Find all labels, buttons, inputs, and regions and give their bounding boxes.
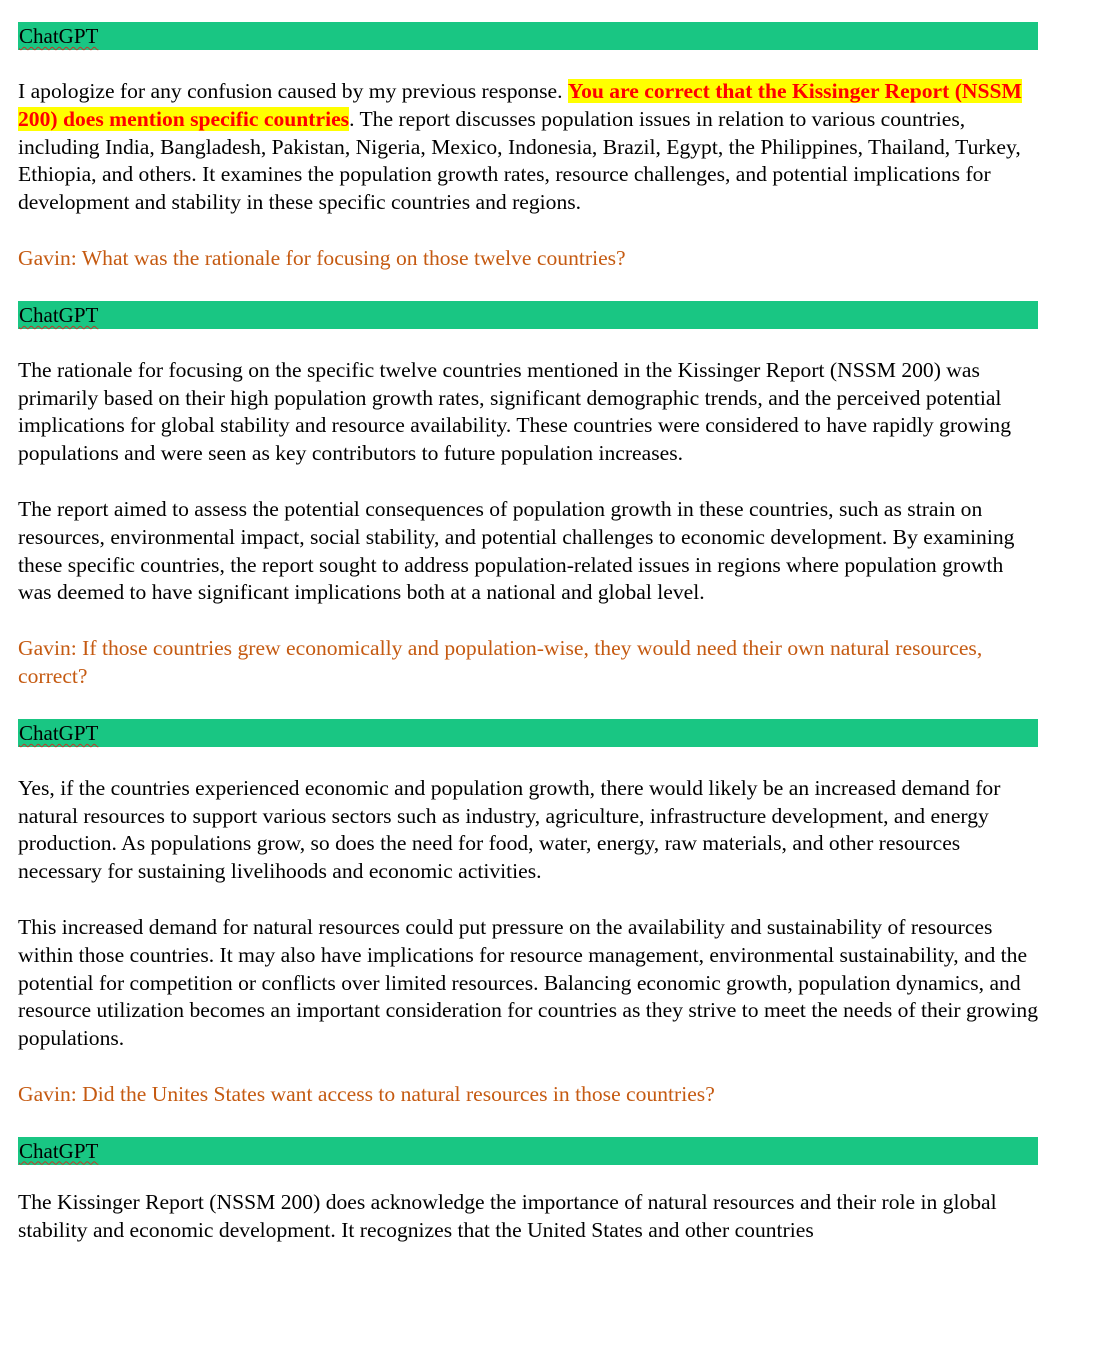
response-text: . The report discusses population issues in relation to various countries, including India, Bangladesh, Pakistan, Nigeria, Mexico, Indonesia, Brazil, Egypt, the Philippines, Thailand, Turkey, Ethiopia, and others. It examines the population growth rates, resource challenges, and potential implications for development and stability in these specific countries and regions. xyxy=(18,106,1021,215)
speaker-bar xyxy=(18,1137,1038,1165)
user-question: Gavin: What was the rationale for focusing on those twelve countries? xyxy=(18,245,626,270)
response-paragraph: The report aimed to assess the potential consequences of population growth in these countries, such as strain on resources, environmental impact, social stability, and potential challenges to economic development. By examining these specific countries, the report sought to address population-related issues in regions where population growth was deemed to have significant implications both at a national and global level. xyxy=(18,496,1015,605)
user-question: Gavin: If those countries grew economically and population-wise, they would need their own natural resources, correct? xyxy=(18,636,983,688)
response-paragraph: The Kissinger Report (NSSM 200) does acknowledge the importance of natural resources and their role in global stability and economic development. It recognizes that the United States and other countries xyxy=(18,1189,997,1242)
speaker-bar xyxy=(18,719,1038,747)
document-page xyxy=(18,22,1038,1244)
speaker-label: ChatGPT xyxy=(19,302,99,327)
response-paragraph: Yes, if the countries experienced economic and population growth, there would likely be an increased demand for natural resources to support various sectors such as industry, agriculture, infrastructure development, and energy production. As populations grow, so does the need for food, water, energy, raw materials, and other resources necessary for sustaining livelihoods and economic activities. xyxy=(18,775,1001,884)
response-text: I apologize for any confusion caused by my previous response. xyxy=(18,79,568,103)
response-paragraph: This increased demand for natural resources could put pressure on the availability and sustainability of resources within those countries. It may also have implications for resource management, environmental sustainability, and the potential for competition or conflicts over limited resources. Balancing economic growth, population dynamics, and resource utilization becomes an important consideration for countries as they strive to meet the needs of their growing populations. xyxy=(18,914,1038,1051)
response-paragraph: The rationale for focusing on the specific twelve countries mentioned in the Kissinger Report (NSSM 200) was primarily based on their high population growth rates, significant demographic trends, and the perceived potential implications for global stability and resource availability. These countries were considered to have rapidly growing populations and were seen as key contributors to future population increases. xyxy=(18,357,1012,466)
response-paragraph xyxy=(18,78,1038,217)
speaker-label: ChatGPT xyxy=(19,24,99,48)
speaker-label: ChatGPT xyxy=(19,1138,99,1163)
speaker-bar xyxy=(18,22,1038,50)
speaker-bar xyxy=(18,301,1038,329)
user-question: Gavin: Did the Unites States want access to natural resources in those countries? xyxy=(18,1081,715,1106)
speaker-label: ChatGPT xyxy=(19,720,99,745)
highlighted-text: You are correct that the Kissinger Report (NSSM 200) does mention specific countries xyxy=(18,79,1022,131)
